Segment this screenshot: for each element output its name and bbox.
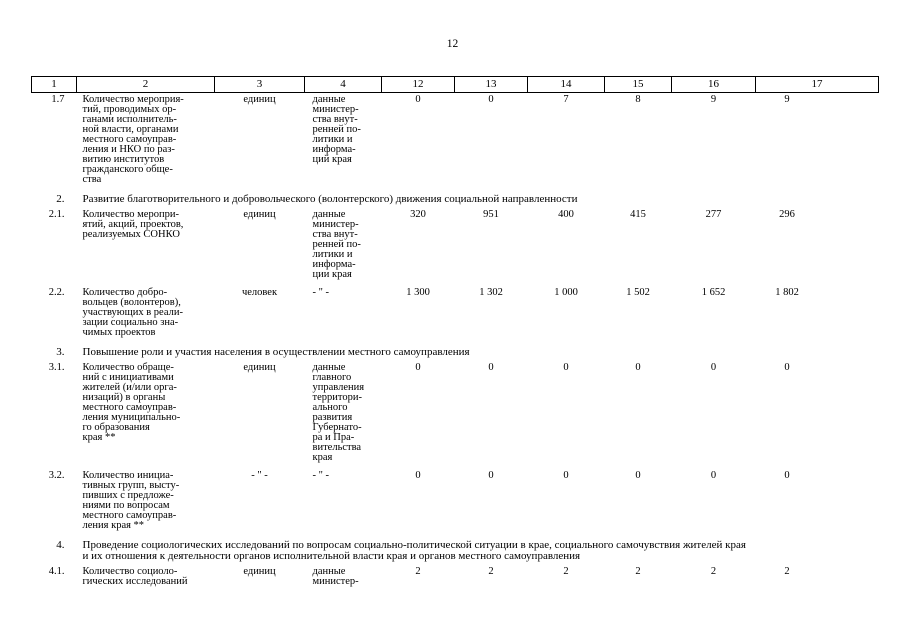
header-row <box>32 77 879 93</box>
header-cell: 16 <box>672 77 756 93</box>
indicator-source: данные министер- <box>312 566 359 587</box>
value-cell: 320 <box>410 209 426 220</box>
table-row <box>32 286 879 344</box>
value-cell: 0 <box>488 94 494 105</box>
value-cell: 951 <box>483 209 499 220</box>
indicator-unit: человек <box>241 287 278 298</box>
value-cell: 0 <box>710 362 717 373</box>
value-cell: 415 <box>630 209 646 220</box>
section-number: 3. <box>56 346 65 358</box>
value-cell: 2 <box>635 566 641 577</box>
value-cell: 2 <box>488 566 494 577</box>
table-header <box>32 77 879 93</box>
indicator-unit: единиц <box>243 362 276 373</box>
section-title: Развитие благотворительного и добровольческого (волонтерского) движения социальной направленности <box>82 193 578 205</box>
section-row <box>32 191 879 208</box>
table-row <box>32 93 879 192</box>
value-cell: 1 802 <box>775 287 799 298</box>
indicators-table-wrap <box>31 76 878 593</box>
value-cell: 9 <box>784 94 790 105</box>
header-cell: 13 <box>455 77 528 93</box>
value-cell: 0 <box>635 362 641 373</box>
indicator-number: 1.7 <box>51 94 65 105</box>
value-cell: 0 <box>415 470 421 481</box>
header-cell: 14 <box>528 77 605 93</box>
value-cell: 2 <box>784 566 790 577</box>
value-cell: 0 <box>563 362 569 373</box>
value-cell: 2 <box>415 566 421 577</box>
table-row <box>32 565 879 593</box>
value-cell: 0 <box>635 470 641 481</box>
header-cell: 2 <box>77 77 215 93</box>
indicator-source: - " - <box>312 287 330 298</box>
value-cell: 0 <box>488 470 494 481</box>
indicator-number: 3.2. <box>48 470 65 481</box>
section-title: Повышение роли и участия населения в осуществлении местного самоуправления <box>82 346 470 358</box>
value-cell: 2 <box>710 566 717 577</box>
indicator-number: 2.1. <box>48 209 65 220</box>
value-cell: 1 300 <box>406 287 430 298</box>
value-cell: 2 <box>563 566 569 577</box>
indicator-source: - " - <box>312 470 330 481</box>
section-row <box>32 344 879 361</box>
indicators-table <box>31 76 879 593</box>
indicator-source: данные главного управления территори- ального развития Губернато- ра и Пра- вительства края <box>312 362 365 463</box>
page-number: 12 <box>446 38 459 50</box>
table-row <box>32 208 879 286</box>
header-cell: 4 <box>305 77 382 93</box>
indicator-unit: единиц <box>243 209 276 220</box>
indicator-name: Количество добро- вольцев (волонтеров), участвующих в реали- зации социально зна- чимых проектов <box>82 287 183 338</box>
indicator-source: данные министер- ства внут- ренней по- литики и информа- ции края <box>312 209 361 280</box>
table-row <box>32 361 879 469</box>
indicator-unit: - " - <box>251 470 268 481</box>
value-cell: 0 <box>784 362 790 373</box>
section-row <box>32 537 879 565</box>
value-cell: 0 <box>784 470 790 481</box>
value-cell: 1 302 <box>479 287 503 298</box>
header-cell: 15 <box>605 77 672 93</box>
indicator-unit: единиц <box>243 566 276 577</box>
value-cell: 9 <box>710 94 717 105</box>
table-row <box>32 469 879 537</box>
indicator-name: Количество меропри- ятий, акций, проектов, реализуемых СОНКО <box>82 209 184 240</box>
section-title: Проведение социологических исследований по вопросам социально-политической ситуации в крае, социального самочувствия жителей края и их отношения к деятельности органов исполнительной власти края и органов местного самоуправления <box>82 539 746 562</box>
value-cell: 0 <box>563 470 569 481</box>
indicator-unit: единиц <box>243 94 276 105</box>
indicator-number: 2.2. <box>48 287 65 298</box>
value-cell: 400 <box>558 209 574 220</box>
section-number: 2. <box>56 193 65 205</box>
value-cell: 0 <box>415 94 421 105</box>
value-cell: 8 <box>635 94 641 105</box>
header-cell: 12 <box>382 77 455 93</box>
section-number: 4. <box>56 539 65 551</box>
value-cell: 1 652 <box>701 287 726 298</box>
indicator-number: 3.1. <box>48 362 65 373</box>
value-cell: 1 000 <box>554 287 578 298</box>
header-cell: 1 <box>32 77 77 93</box>
indicator-name: Количество мероприя- тий, проводимых ор- ганами исполнитель- ной власти, органами местного самоуправ- ления и НКО по раз- витию институтов гражданского обще- ства <box>82 94 184 185</box>
value-cell: 0 <box>710 470 717 481</box>
header-cell: 3 <box>215 77 305 93</box>
indicator-name: Количество инициа- тивных групп, высту- пивших с предложе- ниями по вопросам местного самоуправ- ления края ** <box>82 470 180 531</box>
indicator-name: Количество обраще- ний с инициативами жителей (и/или орга- низаций) в органы местного самоуправ- ления муниципально- го образования края ** <box>82 362 181 443</box>
header-cell: 17 <box>756 77 879 93</box>
indicator-name: Количество социоло- гических исследований <box>82 566 188 587</box>
value-cell: 277 <box>705 209 722 220</box>
value-cell: 0 <box>488 362 494 373</box>
value-cell: 0 <box>415 362 421 373</box>
value-cell: 296 <box>779 209 795 220</box>
indicator-source: данные министер- ства внут- ренней по- литики и информа- ций края <box>312 94 361 165</box>
value-cell: 1 502 <box>626 287 650 298</box>
indicator-number: 4.1. <box>48 566 65 577</box>
value-cell: 7 <box>563 94 569 105</box>
table-body <box>32 93 879 594</box>
